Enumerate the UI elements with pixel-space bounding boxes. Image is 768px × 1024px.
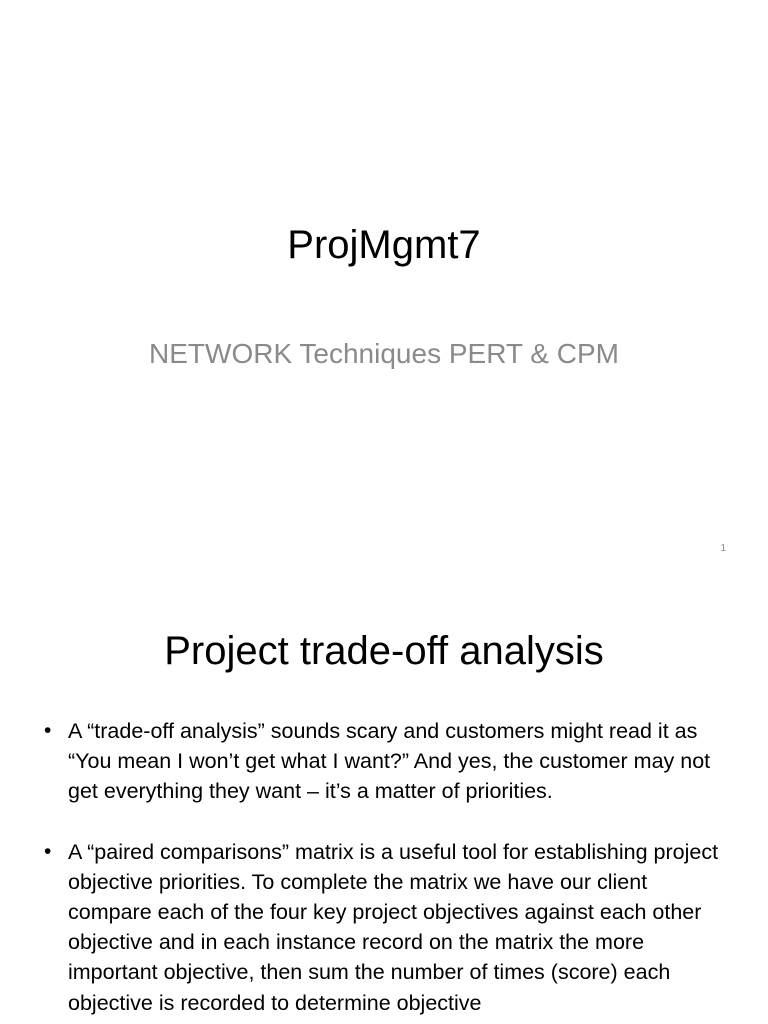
slide-2 (0, 576, 768, 1024)
bullet-item (40, 716, 730, 807)
slide-title: Project trade-off analysis (164, 629, 604, 673)
slide-title: ProjMgmt7 (287, 223, 481, 267)
bullet-text: A “trade-off analysis” sounds scary and customers might read it as “You mean I won’t get what I want?” And yes, the customer may not get everything they want – it’s a matter of priorities. (68, 719, 711, 804)
bullet-icon: • (44, 839, 52, 863)
bullet-list (40, 716, 730, 1024)
bullet-icon: • (44, 719, 52, 742)
bullet-item (40, 837, 730, 1018)
page-number: 1 (720, 543, 726, 554)
slide-subtitle: NETWORK Techniques PERT & CPM (149, 338, 619, 369)
bullet-text: A “paired comparisons” matrix is a useful tool for establishing project objective priorities. To complete the matrix we have our client compare each of the four key project objectives against each other objective and in each instance record on the matrix the more important objective, then sum the number of times (score) each objective is recorded to determine objective (68, 839, 719, 1015)
